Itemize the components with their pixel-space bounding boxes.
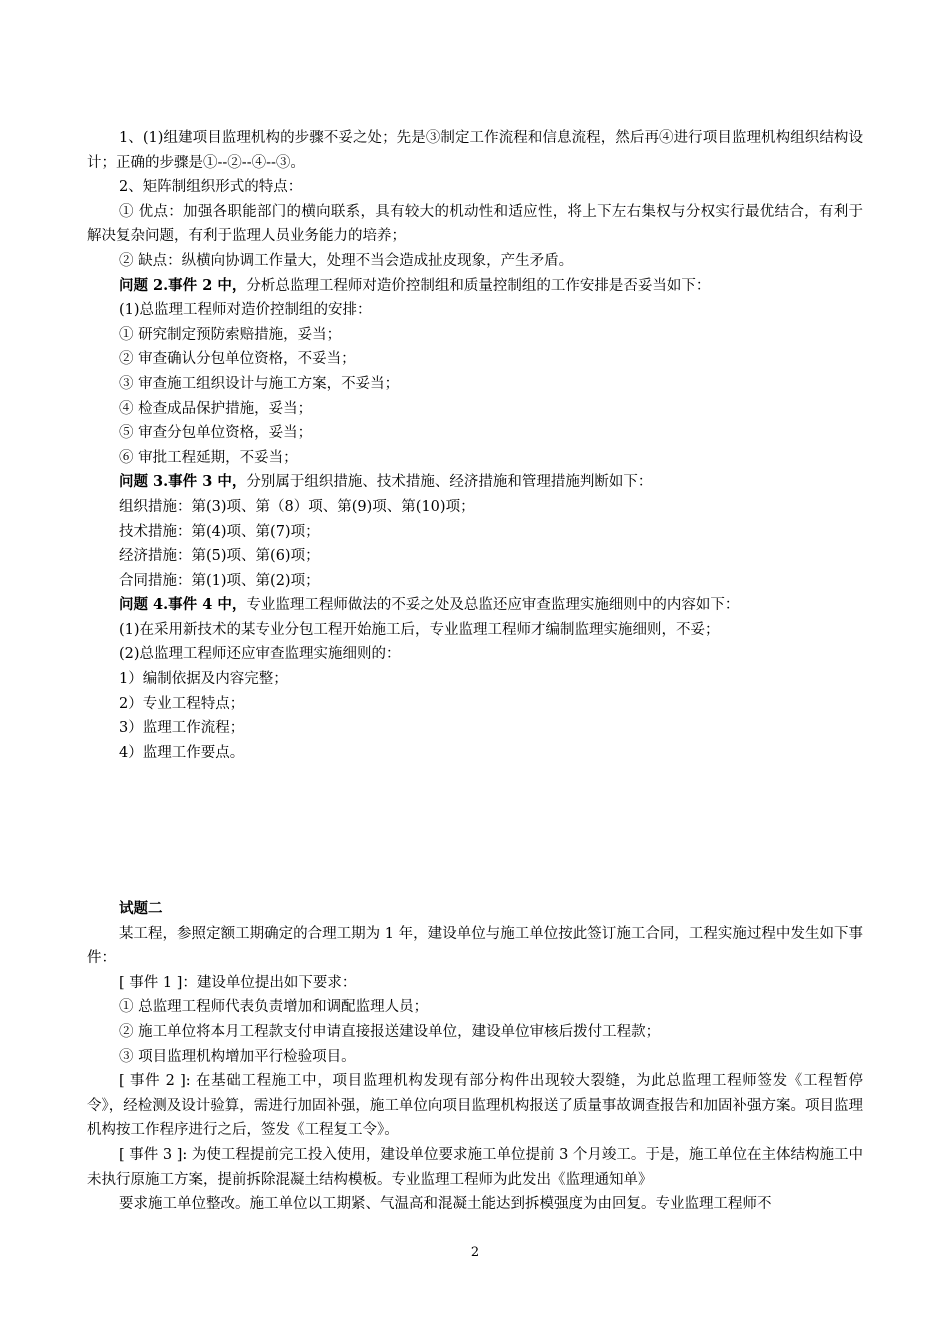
- paragraph: [87, 126, 863, 175]
- paragraph-text: ② 缺点：纵横向协调工作量大，处理不当会造成扯皮现象，产生矛盾。: [119, 252, 574, 269]
- paragraph: [87, 642, 863, 667]
- paragraph: [87, 667, 863, 692]
- paragraph-text: ④ 检查成品保护措施，妥当；: [119, 400, 313, 417]
- paragraph: [87, 446, 863, 471]
- question-two-section: [87, 897, 863, 1217]
- page-number: 2: [470, 1245, 480, 1260]
- paragraph: [87, 200, 863, 249]
- paragraph-text: 组织措施：第(3)项、第（8）项、第(9)项、第(10)项；: [119, 498, 475, 515]
- paragraph-text: ③ 审查施工组织设计与施工方案，不妥当；: [119, 375, 400, 392]
- paragraph: 要求施工单位整改。施工单位以工期紧、气温高和混凝土能达到拆模强度为由回复。专业监理工程师不: [119, 1196, 772, 1213]
- paragraph: [87, 569, 863, 594]
- paragraph: [87, 470, 863, 495]
- paragraph-text: 经济措施：第(5)项、第(6)项；: [119, 548, 320, 565]
- paragraph: [87, 323, 863, 348]
- paragraph: [ 事件 2 ]: 在基础工程施工中，项目监理机构发现有部分构件出现较大裂缝，为此总监理工程师签发《工程暂停令》，经检测及设计验算，需进行加固补强，施工单位向项目监理机构报送了质量事故调查报告和加固补强方案。项目监理机构按工作程序进行之后，签发《工程复工令》。: [87, 1073, 863, 1139]
- paragraph-text: 专业监理工程师做法的不妥之处及总监还应审查监理实施细则中的内容如下：: [246, 597, 740, 614]
- paragraph: [87, 397, 863, 422]
- paragraph: [87, 593, 863, 618]
- paragraph-text: ② 审查确认分包单位资格，不妥当；: [119, 351, 356, 368]
- paragraph: [87, 298, 863, 323]
- paragraph: [87, 741, 863, 766]
- paragraph-text: ① 研究制定预防索赔措施，妥当；: [119, 326, 342, 343]
- paragraph-text: (1)在采用新技术的某专业分包工程开始施工后，专业监理工程师才编制监理实施细则，不妥；: [119, 621, 720, 638]
- paragraph: 某工程，参照定额工期确定的合理工期为 1 年，建设单位与施工单位按此签订施工合同，工程实施过程中发生如下事件：: [87, 925, 863, 967]
- paragraph-text: (1)总监理工程师对造价控制组的安排：: [119, 302, 372, 319]
- paragraph: [87, 618, 863, 643]
- paragraph: [87, 372, 863, 397]
- paragraph: [ 事件 3 ]: 为使工程提前完工投入使用，建设单位要求施工单位提前 3 个月竣工。于是，施工单位在主体结构施工中未执行原施工方案，提前拆除混凝土结构模板。专业监理工程师为此发出《监理通知单》: [87, 1146, 863, 1188]
- paragraph-text: ⑤ 审查分包单位资格，妥当；: [119, 425, 313, 442]
- paragraph-text: 合同措施：第(1)项、第(2)项；: [119, 572, 320, 589]
- paragraph-text: 2、矩阵制组织形式的特点：: [119, 179, 303, 196]
- question-lead: 问题 2.事件 2 中，: [119, 276, 247, 294]
- paragraph: [87, 274, 863, 299]
- paragraph: [87, 520, 863, 545]
- paragraph: [87, 421, 863, 446]
- paragraph-text: 1、(1)组建项目监理机构的步骤不妥之处；先是③制定工作流程和信息流程，然后再④进行项目监理机构组织结构设计；正确的步骤是①--②--④--③。: [87, 130, 863, 171]
- question-lead: 问题 3.事件 3 中，: [119, 473, 247, 491]
- paragraph: [87, 249, 863, 274]
- paragraph-text: 4）监理工作要点。: [119, 744, 245, 761]
- paragraph-text: 分析总监理工程师对造价控制组和质量控制组的工作安排是否妥当如下：: [246, 277, 711, 294]
- paragraph-text: 2）专业工程特点；: [119, 695, 245, 712]
- paragraph: ② 施工单位将本月工程款支付申请直接报送建设单位，建设单位审核后拨付工程款；: [119, 1023, 661, 1040]
- paragraph-text: ① 优点：加强各职能部门的横向联系，具有较大的机动性和适应性，将上下左右集权与分权实行最优结合，有利于解决复杂问题，有利于监理人员业务能力的培养；: [87, 203, 863, 245]
- paragraph: [87, 347, 863, 372]
- paragraph-text: 分别属于组织措施、技术措施、经济措施和管理措施判断如下：: [246, 474, 653, 491]
- answer-section: [87, 126, 863, 765]
- paragraph: [87, 716, 863, 741]
- paragraph-text: 1）编制依据及内容完整；: [119, 671, 288, 688]
- section-heading: 试题二: [119, 900, 163, 917]
- paragraph: [87, 495, 863, 520]
- paragraph: [87, 175, 863, 200]
- question-lead: 问题 4.事件 4 中，: [119, 596, 247, 614]
- paragraph: [ 事件 1 ]：建设单位提出如下要求：: [119, 974, 357, 991]
- paragraph: ① 总监理工程师代表负责增加和调配监理人员；: [119, 999, 429, 1016]
- paragraph: ③ 项目监理机构增加平行检验项目。: [119, 1048, 356, 1065]
- paragraph-text: 技术措施：第(4)项、第(7)项；: [119, 523, 320, 540]
- paragraph-text: (2)总监理工程师还应审查监理实施细则的：: [119, 646, 401, 663]
- paragraph-text: ⑥ 审批工程延期，不妥当；: [119, 449, 298, 466]
- paragraph: [87, 544, 863, 569]
- paragraph: [87, 692, 863, 717]
- paragraph-text: 3）监理工作流程；: [119, 720, 245, 737]
